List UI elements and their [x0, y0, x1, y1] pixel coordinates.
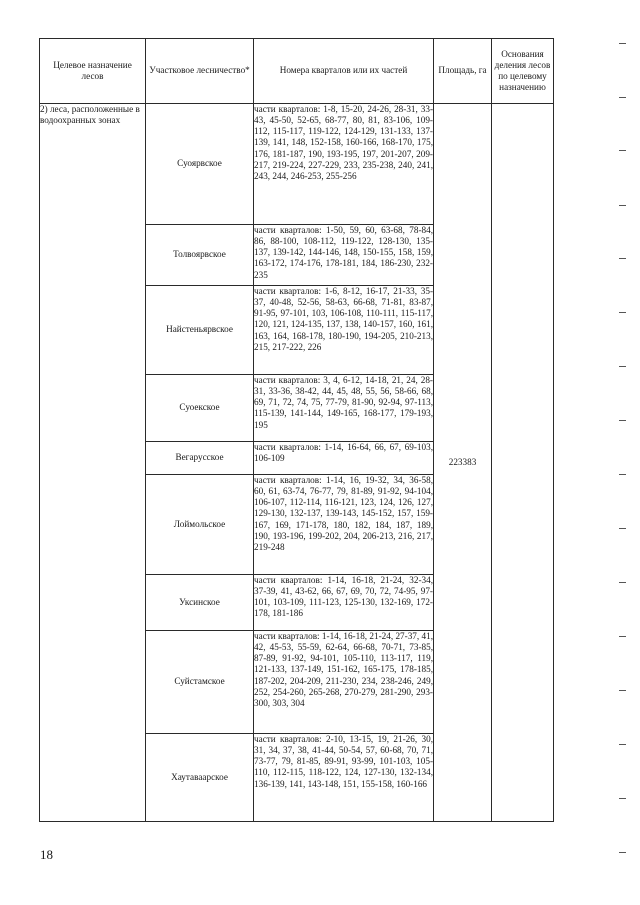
header-quarters: Номера кварталов или их частей: [254, 39, 434, 104]
quarters-cell: части кварталов: 1-50, 59, 60, 63-68, 78-84, 86, 88-100, 108-112, 119-122, 128-130, 135-137, 139-142, 144-146, 148, 150-155, 158, 159, 163-172, 174-176, 178-181, 184, 186-230, 232-235: [254, 225, 434, 286]
quarters-cell: части кварталов: 1-14, 16-64, 66, 67, 69-103, 106-109: [254, 442, 434, 475]
district-cell: Хаутаваарское: [146, 734, 254, 822]
purpose-cell: 2) леса, расположенные в водоохранных зонах: [40, 104, 146, 822]
header-purpose: Целевое назначение лесов: [40, 39, 146, 104]
quarters-cell: части кварталов: 1-14, 16-18, 21-24, 32-34, 37-39, 41, 43-62, 66, 67, 69, 70, 72, 74-95, 97-101, 103-109, 111-123, 125-130, 132-169, 172-178, 181-186: [254, 575, 434, 631]
quarters-cell: части кварталов: 2-10, 13-15, 19, 21-26, 30, 31, 34, 37, 38, 41-44, 50-54, 57, 60-68, 70, 71, 73-77, 79, 81-85, 89-91, 93-99, 101-103, 105-110, 112-115, 118-122, 124, 127-130, 132-134, 136-139, 141, 143-148, 151, 155-158, 160-166: [254, 734, 434, 822]
scan-margin-marks: [619, 0, 629, 905]
basis-cell: [492, 104, 554, 822]
quarters-cell: части кварталов: 1-14, 16, 19-32, 34, 36-58, 60, 61, 63-74, 76-77, 79, 81-89, 91-92, 94-104, 106-107, 112-114, 116-121, 123, 124, 126, 127, 129-130, 132-137, 139-143, 145-152, 157, 159-167, 169, 171-178, 180, 182, 184, 187, 189, 190, 193-196, 199-202, 204, 206-213, 216, 217, 219-248: [254, 475, 434, 575]
district-cell: Вегарусское: [146, 442, 254, 475]
quarters-cell: части кварталов: 3, 4, 6-12, 14-18, 21, 24, 28-31, 33-36, 38-42, 44, 45, 48, 55, 56, 58-66, 68, 69, 71, 72, 74, 75, 77-79, 81-90, 92-94, 97-113, 115-139, 141-144, 149-165, 168-177, 179-193, 195: [254, 375, 434, 442]
header-area: Площадь, га: [434, 39, 492, 104]
forest-table: [39, 38, 554, 822]
table-row: [40, 104, 554, 225]
header-district: Участковое лесничество*: [146, 39, 254, 104]
district-cell: Лоймольское: [146, 475, 254, 575]
district-cell: Суоекское: [146, 375, 254, 442]
district-cell: Суйстамское: [146, 631, 254, 734]
header-basis: Основания деления лесов по целевому назначению: [492, 39, 554, 104]
header-row: [40, 39, 554, 104]
area-cell: 223383: [434, 104, 492, 822]
district-cell: Толвоярвское: [146, 225, 254, 286]
district-cell: Уксинское: [146, 575, 254, 631]
quarters-cell: части кварталов: 1-14, 16-18, 21-24, 27-37, 41, 42, 45-53, 55-59, 62-64, 66-68, 70-71, 73-85, 87-89, 91-92, 94-101, 105-110, 113-117, 119, 121-133, 137-149, 151-162, 165-175, 178-185, 187-202, 204-209, 211-230, 234, 238-246, 249, 252, 254-260, 265-268, 270-279, 281-290, 293-300, 303, 304: [254, 631, 434, 734]
quarters-cell: части кварталов: 1-6, 8-12, 16-17, 21-33, 35-37, 40-48, 52-56, 58-63, 66-68, 71-81, 83-87, 91-95, 97-101, 103, 106-108, 110-111, 115-117, 120, 121, 124-135, 137, 138, 140-157, 160, 161, 163, 164, 168-178, 180-190, 194-205, 210-213, 215, 217-222, 226: [254, 286, 434, 375]
district-cell: Суоярвское: [146, 104, 254, 225]
page-number: 18: [40, 847, 53, 862]
district-cell: Найстеньярвское: [146, 286, 254, 375]
quarters-cell: части кварталов: 1-8, 15-20, 24-26, 28-31, 33-43, 45-50, 52-65, 68-77, 80, 81, 83-106, 109-112, 115-117, 119-122, 124-129, 131-133, 137-139, 141, 148, 152-158, 160-166, 168-170, 175, 176, 181-187, 190, 193-195, 197, 201-207, 209-217, 219-224, 227-229, 233, 235-238, 240, 241, 243, 244, 246-253, 255-256: [254, 104, 434, 225]
